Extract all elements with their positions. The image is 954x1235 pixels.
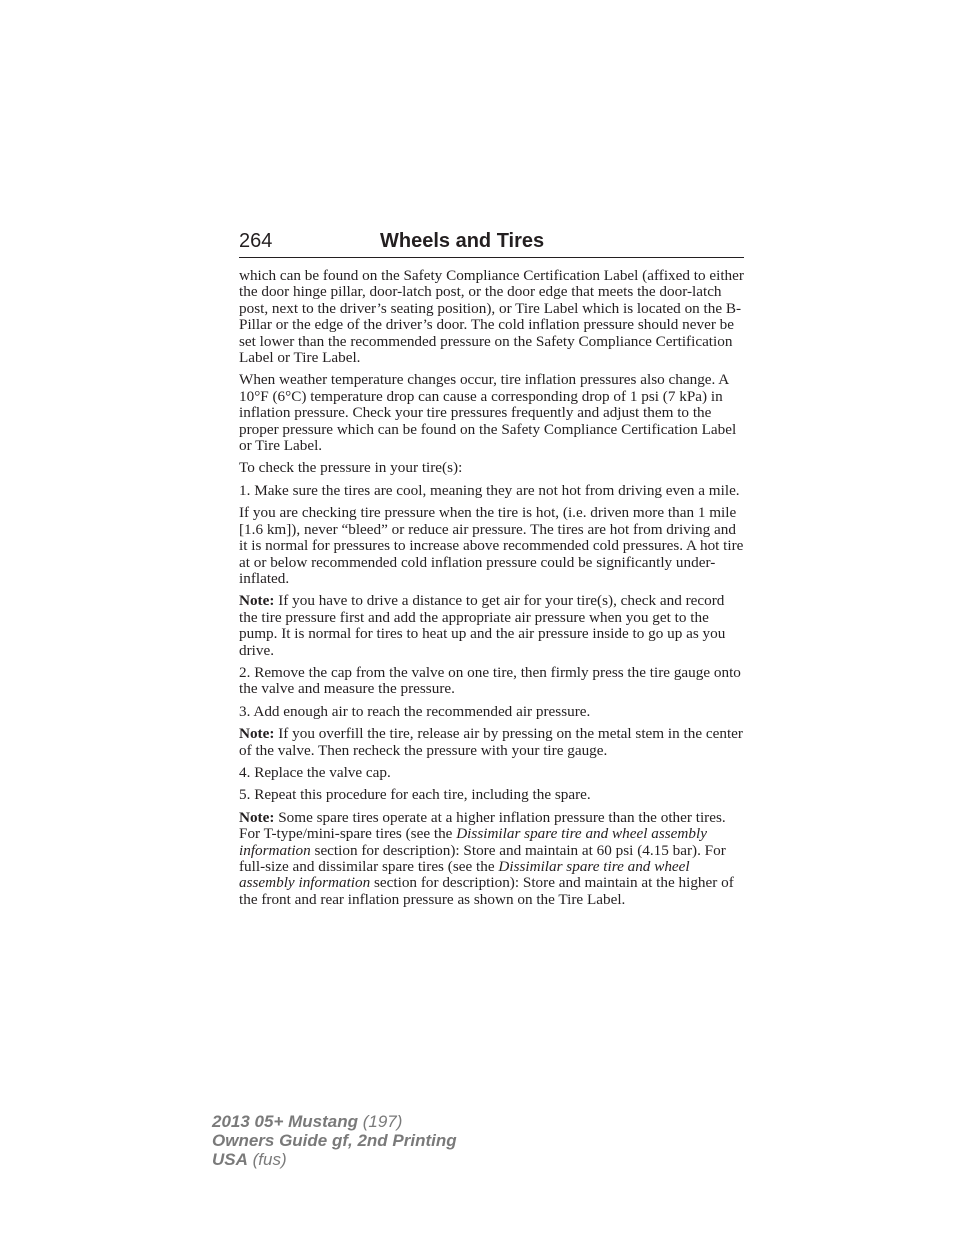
note	[239, 726, 745, 759]
note-text: section for description): Store and maintain at 60 psi (4.15 bar). For full-size and dissimilar spare tires (see the	[239, 841, 726, 875]
step-1: 1. Make sure the tires are cool, meaning they are not hot from driving even a mile.	[239, 481, 740, 499]
note-text: section for description): Store and maintain at the higher of the front and rear inflation pressure as shown on the Tire Label.	[239, 874, 734, 908]
page-footer	[212, 1112, 457, 1169]
note	[239, 810, 745, 908]
note-text: If you overfill the tire, release air by pressing on the metal stem in the center of the valve. Then recheck the pressure with your tire gauge.	[239, 725, 743, 759]
page-number: 264	[239, 230, 273, 252]
step-4: 4. Replace the valve cap.	[239, 763, 391, 781]
footer-market-code: (fus)	[247, 1150, 287, 1169]
step-3: 3. Add enough air to reach the recommended air pressure.	[239, 702, 591, 720]
note-label: Note:	[239, 808, 275, 826]
note	[239, 593, 745, 659]
cross-reference: Dissimilar spare tire and wheel assembly information	[239, 858, 690, 892]
cross-reference: Dissimilar spare tire and wheel assembly information	[239, 825, 707, 859]
paragraph: If you are checking tire pressure when the tire is hot, (i.e. driven more than 1 mile [1.6 km]), never “bleed” or reduce air pressure. The tires are hot from driving and it is normal for pressures to increase above recommended cold pressures. A hot tire at or below recommended cold inflation pressure could be significantly under-inflated.	[239, 504, 744, 587]
step-2: 2. Remove the cap from the valve on one tire, then firmly press the tire gauge onto the valve and measure the pressure.	[239, 663, 741, 698]
step-5: 5. Repeat this procedure for each tire, including the spare.	[239, 786, 591, 804]
body-text	[239, 268, 745, 914]
footer-model-code: (197)	[358, 1112, 403, 1131]
footer-market: USA	[212, 1150, 248, 1169]
paragraph: which can be found on the Safety Compliance Certification Label (affixed to either the door hinge pillar, door-latch post, or the door edge that meets the door-latch post, next to the driver’s seating position), or Tire Label which is located on the B-Pillar or the edge of the driver’s door. The cold inflation pressure should never be set lower than the recommended pressure on the Safety Compliance Certification Label or Tire Label.	[239, 267, 744, 367]
page-header	[239, 229, 744, 258]
footer-line	[212, 1112, 457, 1131]
footer-line	[212, 1150, 457, 1169]
note-text: If you have to drive a distance to get air for your tire(s), check and record the tire pressure first and add the appropriate air pressure when you get to the pump. It is normal for tires to heat up and the air pressure inside to go up as you drive.	[239, 592, 726, 659]
paragraph: To check the pressure in your tire(s):	[239, 459, 463, 477]
section-title: Wheels and Tires	[380, 230, 545, 252]
footer-guide: Owners Guide gf, 2nd Printing	[212, 1131, 457, 1150]
footer-line	[212, 1131, 457, 1150]
note-label: Note:	[239, 592, 275, 610]
note-label: Note:	[239, 725, 275, 743]
footer-model: 2013 05+ Mustang	[212, 1112, 358, 1131]
note-text: Some spare tires operate at a higher inflation pressure than the other tires. For T-type/mini-spare tires (see the	[239, 808, 726, 843]
paragraph: When weather temperature changes occur, tire inflation pressures also change. A 10°F (6°C) temperature drop can cause a corresponding drop of 1 psi (7 kPa) in inflation pressure. Check your tire pressures frequently and adjust them to the proper pressure which can be found on the Safety Compliance Certification Label or Tire Label.	[239, 371, 737, 455]
